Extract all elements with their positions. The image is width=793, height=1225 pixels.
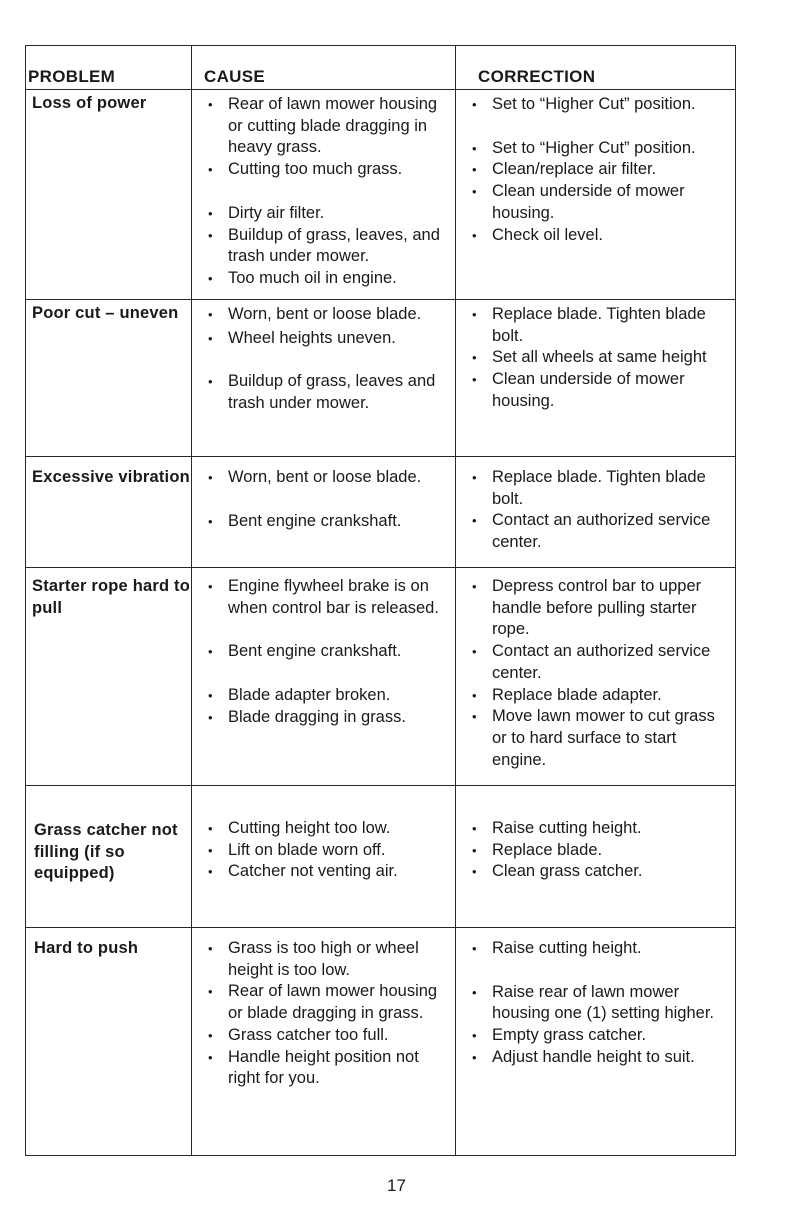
cause-cell — [192, 300, 456, 457]
correction-item: • Raise cutting height. — [470, 938, 729, 960]
cause-item: • Grass catcher too full. — [206, 1025, 449, 1047]
correction-item: • Move lawn mower to cut grass or to hard surface to start engine. — [470, 706, 729, 771]
correction-item: • Clean/replace air filter. — [470, 159, 729, 181]
cause-item: • Lift on blade worn off. — [206, 840, 449, 862]
correction-item: • Contact an authorized service center. — [470, 641, 729, 684]
problem-cell: Poor cut – uneven — [26, 300, 192, 457]
cause-item: • Bent engine crankshaft. — [206, 511, 449, 533]
problem-cell: Excessive vibration — [26, 457, 192, 568]
cause-cell — [192, 786, 456, 928]
correction-item: • Check oil level. — [470, 225, 729, 247]
correction-cell — [456, 90, 736, 300]
table-row — [26, 300, 736, 457]
cause-item: • Blade dragging in grass. — [206, 707, 449, 729]
cause-item: • Blade adapter broken. — [206, 685, 449, 707]
cause-header: CAUSE — [192, 46, 456, 90]
correction-item: • Clean grass catcher. — [470, 861, 729, 883]
table-row — [26, 786, 736, 928]
table-header-row — [26, 46, 736, 90]
problem-cell: Grass catcher not filling (if so equipped) — [26, 786, 192, 928]
correction-item: • Set all wheels at same height — [470, 347, 729, 369]
table-row — [26, 457, 736, 568]
correction-item: • Replace blade adapter. — [470, 685, 729, 707]
cause-item: • Rear of lawn mower housing or cutting blade dragging in heavy grass. — [206, 94, 449, 159]
correction-item: • Empty grass catcher. — [470, 1025, 729, 1047]
cause-item: • Cutting height too low. — [206, 818, 449, 840]
table-row — [26, 90, 736, 300]
correction-item: • Replace blade. Tighten blade bolt. — [470, 304, 729, 347]
correction-item: • Adjust handle height to suit. — [470, 1047, 729, 1069]
cause-item: • Dirty air filter. — [206, 203, 449, 225]
cause-item: • Handle height position not right for you. — [206, 1047, 449, 1090]
problem-cell: Loss of power — [26, 90, 192, 300]
cause-item: • Cutting too much grass. — [206, 159, 449, 181]
cause-item: • Wheel heights uneven. — [206, 328, 449, 350]
correction-cell — [456, 300, 736, 457]
correction-item: • Contact an authorized service center. — [470, 510, 729, 553]
correction-item: • Replace blade. — [470, 840, 729, 862]
problem-cell: Hard to push — [26, 928, 192, 1156]
table-row — [26, 568, 736, 786]
troubleshooting-table — [25, 45, 736, 1156]
cause-cell — [192, 928, 456, 1156]
cause-item: • Too much oil in engine. — [206, 268, 449, 290]
table-row — [26, 928, 736, 1156]
problem-header: PROBLEM — [26, 46, 192, 90]
cause-cell — [192, 90, 456, 300]
correction-item: • Clean underside of mower housing. — [470, 181, 729, 224]
correction-item: • Depress control bar to upper handle before pulling starter rope. — [470, 576, 729, 641]
cause-item: • Catcher not venting air. — [206, 861, 449, 883]
correction-cell — [456, 786, 736, 928]
cause-item: • Worn, bent or loose blade. — [206, 304, 449, 326]
correction-header: CORRECTION — [456, 46, 736, 90]
cause-item: • Buildup of grass, leaves and trash under mower. — [206, 371, 449, 414]
cause-cell — [192, 568, 456, 786]
problem-cell: Starter rope hard to pull — [26, 568, 192, 786]
correction-cell — [456, 928, 736, 1156]
cause-item: • Bent engine crankshaft. — [206, 641, 449, 663]
correction-item: • Replace blade. Tighten blade bolt. — [470, 467, 729, 510]
correction-item: • Raise cutting height. — [470, 818, 729, 840]
cause-cell — [192, 457, 456, 568]
correction-cell — [456, 568, 736, 786]
page-number: 17 — [387, 1176, 406, 1195]
correction-item: • Set to “Higher Cut” position. — [470, 138, 729, 160]
correction-item: • Set to “Higher Cut” position. — [470, 94, 729, 116]
cause-item: • Worn, bent or loose blade. — [206, 467, 449, 489]
cause-item: • Rear of lawn mower housing or blade dragging in grass. — [206, 981, 449, 1024]
cause-item: • Grass is too high or wheel height is too low. — [206, 938, 449, 981]
correction-item: • Clean underside of mower housing. — [470, 369, 729, 412]
cause-item: • Buildup of grass, leaves, and trash under mower. — [206, 225, 449, 268]
cause-item: • Engine flywheel brake is on when control bar is released. — [206, 576, 449, 619]
correction-cell — [456, 457, 736, 568]
correction-item: • Raise rear of lawn mower housing one (1) setting higher. — [470, 982, 729, 1025]
